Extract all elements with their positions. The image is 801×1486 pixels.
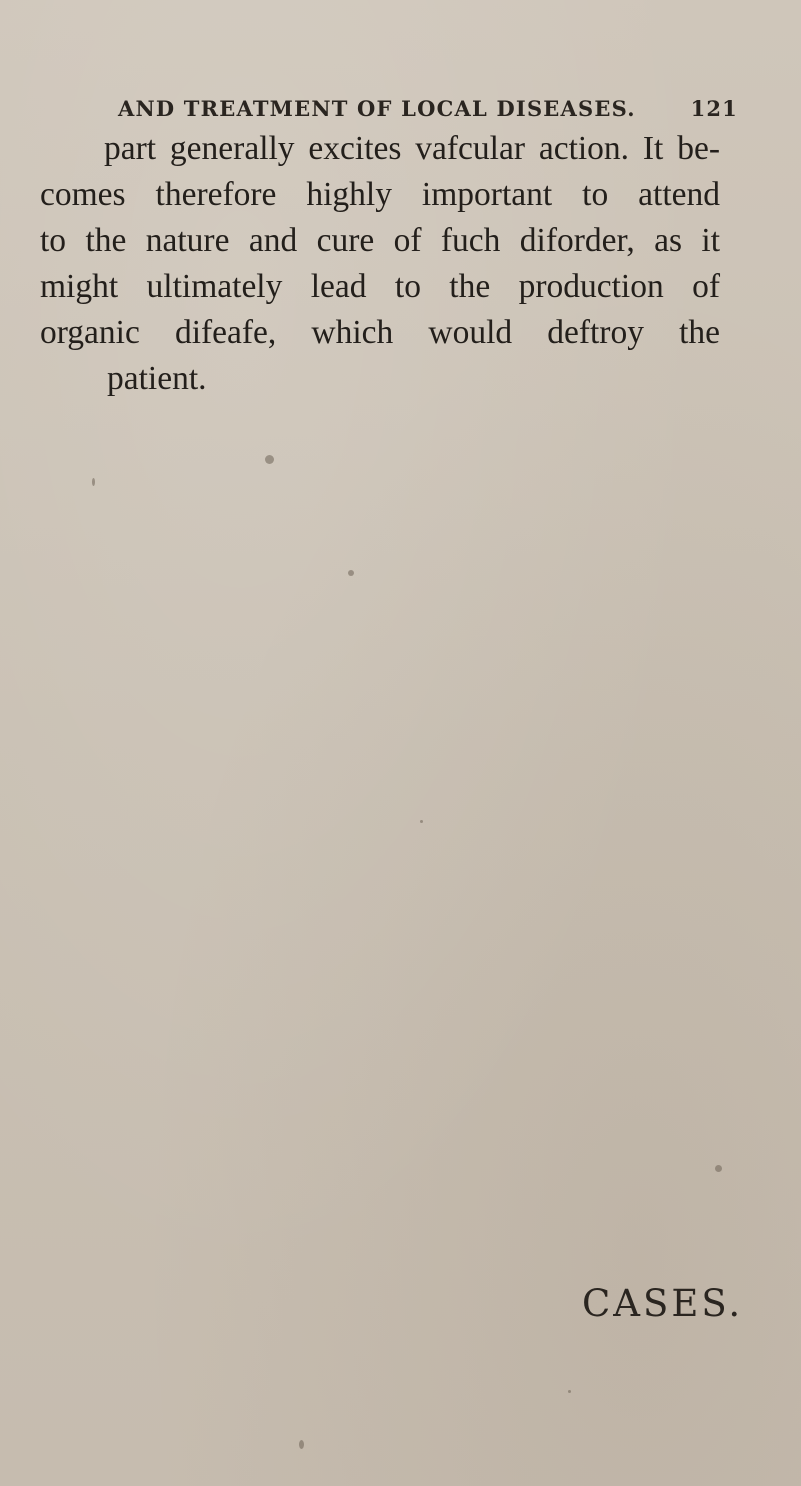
paper-speck bbox=[420, 820, 423, 823]
section-heading: CASES. bbox=[582, 1282, 744, 1325]
paper-speck bbox=[568, 1390, 571, 1393]
text-line: might ultimately lead to the production of bbox=[40, 268, 720, 305]
paper-speck bbox=[92, 478, 95, 486]
page-number: 121 bbox=[690, 96, 738, 121]
running-header bbox=[118, 96, 738, 121]
paragraph bbox=[40, 126, 720, 402]
paper-speck bbox=[715, 1165, 722, 1172]
text-line: to the nature and cure of fuch diforder, as it bbox=[40, 222, 720, 259]
text-line: part generally excites vafcular action. It be- bbox=[104, 130, 720, 167]
text-line: comes therefore highly important to attend bbox=[40, 176, 720, 213]
text-line: patient. bbox=[107, 360, 207, 397]
paper-speck bbox=[348, 570, 354, 576]
paper-speck bbox=[299, 1440, 304, 1449]
paper-speck bbox=[265, 455, 274, 464]
running-title: AND TREATMENT OF LOCAL DISEASES. bbox=[118, 96, 636, 121]
text-line: organic difeafe, which would deftroy the bbox=[40, 314, 720, 351]
